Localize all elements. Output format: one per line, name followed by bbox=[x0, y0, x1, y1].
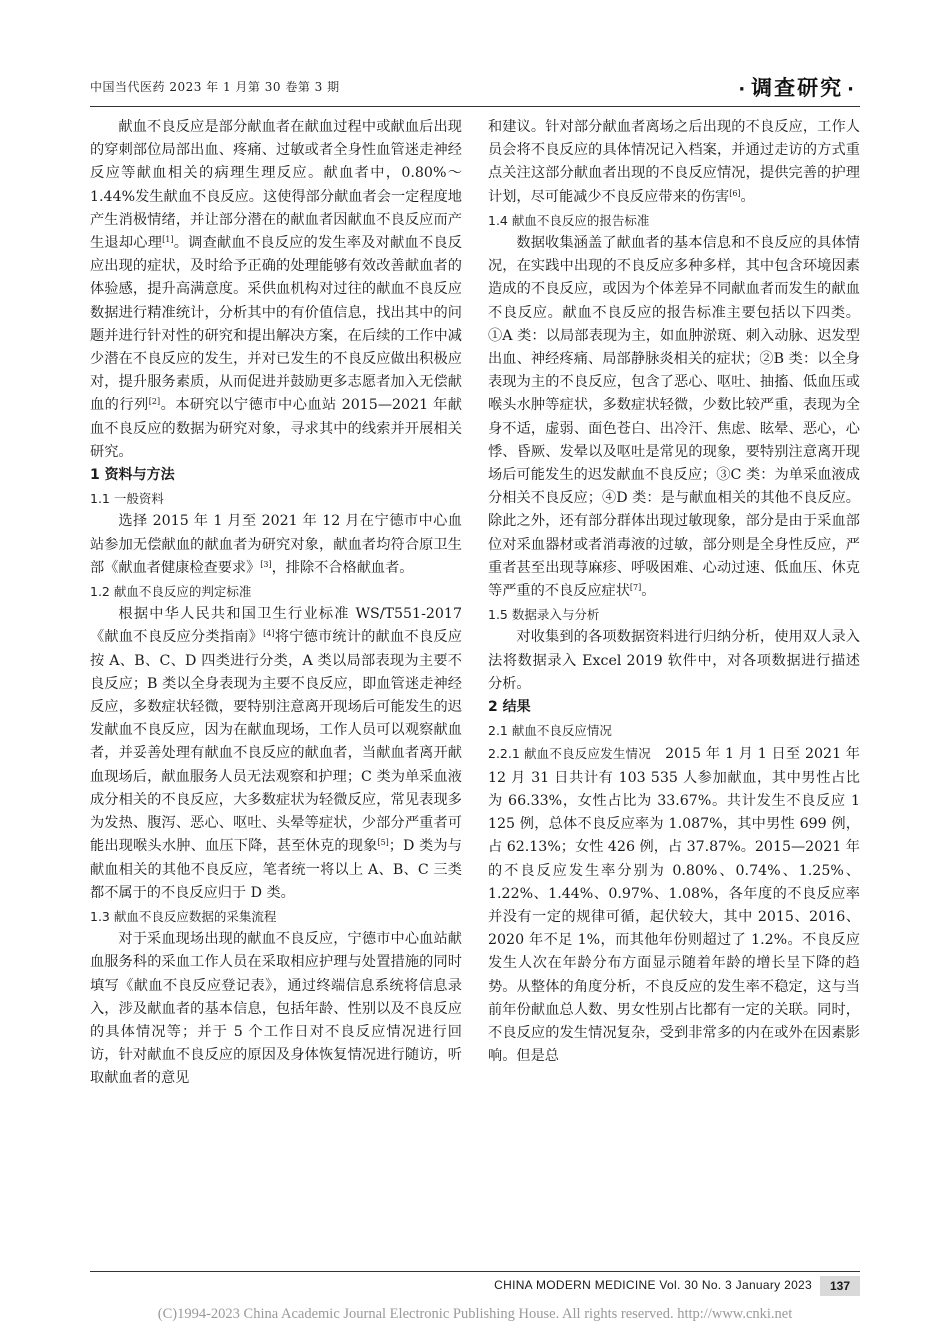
heading-results: 2 结果 bbox=[488, 699, 531, 716]
journal-issue-info: 中国当代医药 2023 年 1 月第 30 卷第 3 期 bbox=[90, 80, 340, 94]
citation: [1] bbox=[162, 235, 174, 245]
citation: [7] bbox=[629, 583, 642, 593]
heading-1-4: 1.4 献血不良反应的报告标准 bbox=[488, 212, 650, 228]
left-column bbox=[90, 116, 462, 1091]
citation: [2] bbox=[148, 397, 161, 407]
running-footer bbox=[90, 1276, 860, 1298]
paragraph-1-1: 选择 2015 年 1 月至 2021 年 12 月在宁德市中心血站参加无偿献血的献血者为研究对象，献血者均符合原卫生部《献血者健康检查要求》[3]，排除不合格献血者。 bbox=[90, 513, 462, 576]
heading-1-2: 1.2 献血不良反应的判定标准 bbox=[90, 584, 252, 600]
right-column bbox=[488, 116, 860, 1068]
section-title: 调查研究 bbox=[751, 76, 844, 100]
paragraph-1-3: 对于采血现场出现的献血不良反应，宁德市中心血站献血服务科的采血工作人员在采取相应护理与处置措施的同时填写《献血不良反应登记表》，通过终端信息系统将信息录入，涉及献血者的基本信息，包括年龄、性别以及不良反应的具体情况等；并于 5 个工作日对不良反应情况进行回访，针对献血不良反应的原因及身体恢复情况进行随访，听取献血者的意见 bbox=[90, 931, 462, 1087]
footer-journal-info: CHINA MODERN MEDICINE Vol. 30 No. 3 January 2023 bbox=[494, 1278, 812, 1292]
paragraph-1-5: 对收集到的各项数据资料进行归纳分析，使用双人录入法将数据录入 Excel 2019 软件中，对各项数据进行描述分析。 bbox=[488, 629, 860, 692]
paragraph-1-2: 根据中华人民共和国卫生行业标准 WS/T551-2017《献血不良反应分类指南》[4]将宁德市统计的献血不良反应按 A、B、C、D 四类进行分类，A 类以局部表现为主要不良反应；B 类以全身表现为主要不良反应，即血管迷走神经反应，多数症状轻微，要特别注意离开现场后可能发生的迟发献血不良反应，因为在献血现场，工作人员可以观察献血者，并妥善处理有献血不良反应的献血者，当献血者离开献血现场后，献血服务人员无法观察和护理；C 类为单采血液成分相关的不良反应，大多数症状为轻微反应，常见表现多为发热、腹泻、恶心、呕吐、头晕等症状，少部分严重者可能出现喉头水肿、血压下降，甚至休克的现象[5]；D 类为与献血相关的其他不良反应，笔者统一将以上 A、B、C 三类都不属于的不良反应归于 D 类。 bbox=[90, 606, 462, 901]
header-dot-right: · bbox=[847, 79, 856, 100]
page-number: 137 bbox=[820, 1276, 860, 1296]
paragraph-1-4: 数据收集涵盖了献血者的基本信息和不良反应的具体情况，在实践中出现的不良反应多种多样，其中包含环境因素造成的不良反应，或因为个体差异不同献血者而发生的献血不良反应。献血不良反应的报告标准主要包括以下四类。①A 类：以局部表现为主，如血肿淤斑、刺入动脉、迟发型出血、神经疼痛、局部静脉炎相关的症状；②B 类：以全身表现为主的不良反应，包含了恶心、呕吐、抽搐、低血压或喉头水肿等症状，多数症状轻微，少数比较严重，表现为全身不适，虚弱、面色苍白、出冷汗、焦虑、眩晕、恶心，心悸、昏厥、发晕以及呕吐是常见的现象，要特别注意离开现场后可能发生的迟发献血不良反应；③C 类：为单采血液成分相关不良反应；④D 类：是与献血相关的其他不良反应。除此之外，还有部分群体出现过敏现象，部分是由于采血部位对采血器材或者消毒液的过敏，部分则是全身性反应，严重者甚至出现荨麻疹、呼吸困难、心动过速、低血压、休克等严重的不良反应症状[7]。 bbox=[488, 235, 860, 600]
heading-1-5: 1.5 数据录入与分析 bbox=[488, 607, 600, 623]
section-label bbox=[734, 72, 860, 102]
running-header bbox=[90, 72, 860, 106]
heading-1-1: 1.1 一般资料 bbox=[90, 491, 164, 507]
citation: [5] bbox=[377, 838, 389, 848]
heading-methods: 1 资料与方法 bbox=[90, 467, 175, 484]
citation: [3] bbox=[260, 559, 272, 569]
heading-2-1: 2.1 献血不良反应情况 bbox=[488, 723, 612, 739]
heading-2-2-1: 2.2.1 献血不良反应发生情况 bbox=[488, 746, 651, 762]
header-dot-left: · bbox=[738, 79, 748, 100]
citation: [4] bbox=[263, 629, 275, 639]
header-rule bbox=[90, 106, 860, 107]
footer-rule bbox=[90, 1271, 860, 1272]
paragraph-1-3-continued: 和建议。针对部分献血者离场之后出现的不良反应，工作人员会将不良反应的具体情况记入档案，并通过走访的方式重点关注这部分献血者出现的不良反应情况，提供完善的护理计划，尽可能减少不良反应带来的伤害[6]。 bbox=[488, 119, 860, 205]
copyright-watermark: (C)1994-2023 China Academic Journal Electronic Publishing House. All rights reserved. http://www.cnki.net bbox=[157, 1306, 793, 1322]
heading-1-3: 1.3 献血不良反应数据的采集流程 bbox=[90, 908, 277, 924]
intro-paragraph: 献血不良反应是部分献血者在献血过程中或献血后出现的穿刺部位局部出血、疼痛、过敏或者全身性血管迷走神经反应等献血相关的病理生理反应。献血者中，0.80%～1.44%发生献血不良反应。这使得部分献血者会一定程度地产生消极情绪，并让部分潜在的献血者因献血不良反应而产生退却心理[1]。调查献血不良反应的发生率及对献血不良反应出现的症状，及时给予正确的处理能够有效改善献血者的体验感，提升高满意度。采供血机构对过往的献血不良反应数据进行精准统计，分析其中的有价值信息，找出其中的问题并进行针对性的研究和提出解决方案，在后续的工作中减少潜在不良反应的发生，并对已发生的不良反应做出积极应对，提升服务素质，从而促进并鼓励更多志愿者加入无偿献血的行列[2]。本研究以宁德市中心血站 2015—2021 年献血不良反应的数据为研究对象，寻求其中的线索并开展相关研究。 bbox=[90, 119, 462, 460]
paragraph-2-2-1: 2.2.1 献血不良反应发生情况 2015 年 1 月 1 日至 2021 年 12 月 31 日共计有 103 535 人参加献血，其中男性占比为 66.33%，女性占比为 33.67%。共计发生不良反应 1 125 例，总体不良反应率为 1.087%，其中男性 699 例，占 62.13%；女性 426 例，占 37.87%。2015—2021 年的不良反应发生率分别为 0.80%、0.74%、1.25%、1.22%、1.44%、0.97%、1.08%，各年度的不良反应率并没有一定的规律可循，起伏较大，其中 2015、2016、2020 年不足 1%，而其他年份则超过了 1.2%。不良反应发生人次在年龄分布方面显示随着年龄的增长呈下降的趋势。从整体的角度分析，不良反应的发生率不稳定，这与当前年份献血总人数、男女性别占比都有一定的关联。同时，不良反应的发生情况复杂，受到非常多的内在或外在因素影响。但是总 bbox=[488, 746, 860, 1065]
citation: [6] bbox=[729, 188, 741, 198]
